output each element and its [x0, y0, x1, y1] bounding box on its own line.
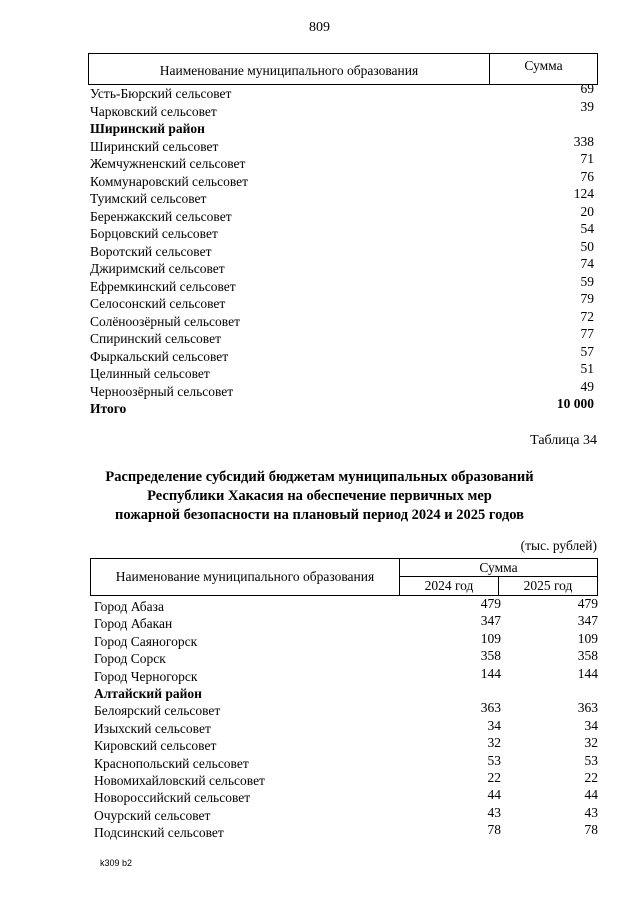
row-name: Селосонский сельсовет — [90, 296, 226, 311]
row-value-2025: 78 — [584, 822, 598, 838]
table-row — [88, 133, 598, 154]
table-row — [90, 788, 598, 805]
table-row — [90, 719, 598, 736]
row-value-2025: 53 — [584, 752, 598, 768]
row-value: 20 — [580, 203, 594, 219]
row-name: Коммунаровский сельсовет — [90, 173, 249, 189]
row-name: Подсинский сельсовет — [94, 825, 224, 841]
row-name: Солёноозёрный сельсовет — [90, 313, 240, 329]
table-number-label: Таблица 34 — [530, 433, 597, 448]
table-row — [90, 701, 598, 718]
row-name: Жемчужненский сельсовет — [90, 156, 246, 171]
row-name: Город Саяногорск — [94, 633, 198, 649]
table-row — [90, 806, 598, 823]
row-value-2024: 32 — [487, 735, 501, 751]
table-row — [88, 343, 598, 364]
title-line: пожарной безопасности на плановый период 2024 и 2025 годов — [114, 507, 524, 523]
row-name: Белоярский сельсовет — [94, 703, 221, 719]
row-value: 76 — [580, 168, 594, 184]
table-row — [90, 771, 598, 788]
row-name: Кировский сельсовет — [94, 738, 217, 754]
row-value: 54 — [580, 221, 594, 236]
row-value-2024: 53 — [487, 752, 501, 768]
row-value-2025: 347 — [577, 613, 598, 629]
table-row — [88, 258, 598, 276]
table-row — [90, 823, 598, 840]
table1-header-name: Наименование муниципального образования — [89, 54, 490, 84]
row-name: Изыхский сельсовет — [94, 720, 211, 736]
row-value: 51 — [580, 361, 594, 376]
row-name: Итого — [90, 401, 127, 416]
row-value-2024: 347 — [480, 613, 501, 629]
table-row — [90, 736, 598, 753]
row-value-2024: 363 — [480, 700, 501, 716]
table-row — [88, 118, 598, 136]
row-name: Туимский сельсовет — [90, 191, 207, 206]
row-value-2024: 43 — [487, 804, 501, 820]
table-row — [88, 153, 598, 171]
row-name: Город Черногорск — [94, 668, 198, 684]
row-value-2025: 358 — [577, 648, 598, 664]
table-row — [88, 293, 598, 311]
table-row — [90, 667, 598, 684]
row-value-2025: 363 — [577, 700, 598, 716]
row-name: Город Абакан — [94, 616, 173, 632]
table2-title — [0, 468, 639, 525]
row-name: Ширинский район — [90, 121, 205, 136]
row-name: Ефремкинский сельсовет — [90, 278, 236, 294]
row-value-2024: 44 — [487, 787, 501, 803]
row-name: Черноозёрный сельсовет — [90, 383, 234, 399]
row-name: Город Абаза — [94, 599, 164, 614]
row-value-2024: 78 — [487, 822, 501, 838]
row-value: 59 — [580, 273, 594, 289]
title-line: Распределение субсидий бюджетам муниципальных образований — [105, 469, 534, 485]
row-name: Целинный сельсовет — [90, 366, 210, 381]
table-row — [90, 632, 598, 649]
table2-body — [90, 597, 598, 840]
row-value-2024: 109 — [480, 630, 501, 646]
row-value-2025: 32 — [584, 735, 598, 751]
row-value: 79 — [580, 291, 594, 306]
row-name: Чарковский сельсовет — [90, 103, 217, 119]
table2-header-name: Наименование муниципального образования — [91, 559, 400, 595]
row-value-2025: 44 — [584, 787, 598, 803]
table1-header — [88, 53, 598, 85]
row-name: Воротский сельсовет — [90, 243, 212, 259]
row-value-2025: 479 — [577, 596, 598, 611]
table-row — [88, 238, 598, 259]
row-value-2025: 34 — [584, 717, 598, 733]
table2-header-2024: 2024 год — [400, 577, 499, 595]
table-row — [88, 223, 598, 241]
row-value-2024: 34 — [487, 717, 501, 733]
row-value: 77 — [580, 326, 594, 341]
table-row — [88, 328, 598, 346]
row-name: Новороссийский сельсовет — [94, 790, 251, 806]
row-name: Джиримский сельсовет — [90, 261, 225, 276]
table-row — [88, 273, 598, 294]
table-row — [88, 363, 598, 381]
unit-label: (тыс. рублей) — [520, 538, 597, 553]
row-value: 49 — [580, 378, 594, 394]
row-name: Спиринский сельсовет — [90, 331, 221, 346]
row-name: Очурский сельсовет — [94, 807, 211, 823]
row-value: 57 — [580, 343, 594, 359]
row-value: 10 000 — [556, 396, 594, 411]
row-value-2024: 144 — [480, 665, 501, 681]
table1-body — [88, 83, 598, 416]
table-row — [88, 98, 598, 119]
row-value-2025: 43 — [584, 804, 598, 820]
row-value-2025: 109 — [577, 630, 598, 646]
title-line: Республики Хакасия на обеспечение первичных мер — [147, 488, 492, 504]
row-value-2024: 479 — [480, 596, 501, 611]
row-value: 39 — [580, 98, 594, 114]
row-name: Краснопольский сельсовет — [94, 755, 249, 771]
table2-header-sum: Сумма — [400, 559, 597, 577]
table-row — [88, 398, 598, 416]
row-name: Борцовский сельсовет — [90, 226, 218, 241]
row-value: 50 — [580, 238, 594, 254]
row-name: Усть-Бюрский сельсовет — [90, 86, 232, 101]
row-value: 71 — [580, 151, 594, 166]
table-row — [88, 188, 598, 206]
table2-header — [90, 558, 598, 596]
table2-header-2025: 2025 год — [523, 578, 573, 593]
row-name: Новомихайловский сельсовет — [94, 772, 265, 788]
row-value-2025: 22 — [584, 769, 598, 785]
row-name: Город Сорск — [94, 651, 166, 667]
table-row — [88, 83, 598, 101]
table1-header-sum: Сумма — [524, 58, 563, 73]
row-name: Алтайский район — [94, 685, 202, 701]
table-row — [88, 378, 598, 399]
footer-code: k309 b2 — [100, 858, 133, 868]
row-value: 72 — [580, 308, 594, 324]
page-number: 809 — [309, 20, 330, 35]
table-row — [88, 308, 598, 329]
row-name: Фыркальский сельсовет — [90, 348, 229, 364]
table-row — [90, 754, 598, 771]
row-value: 124 — [573, 186, 594, 201]
row-value-2024: 358 — [480, 648, 501, 664]
row-value-2024: 22 — [487, 769, 501, 785]
row-value: 74 — [580, 256, 594, 271]
row-name: Беренжакский сельсовет — [90, 208, 232, 224]
table-row — [90, 597, 598, 614]
table-row — [88, 168, 598, 189]
row-value: 69 — [580, 81, 594, 96]
row-name: Ширинский сельсовет — [90, 138, 219, 154]
table-row — [90, 614, 598, 631]
row-value: 338 — [573, 133, 594, 149]
table-row — [90, 649, 598, 666]
row-value-2025: 144 — [577, 665, 598, 681]
table-row — [88, 203, 598, 224]
table-row — [90, 684, 598, 701]
